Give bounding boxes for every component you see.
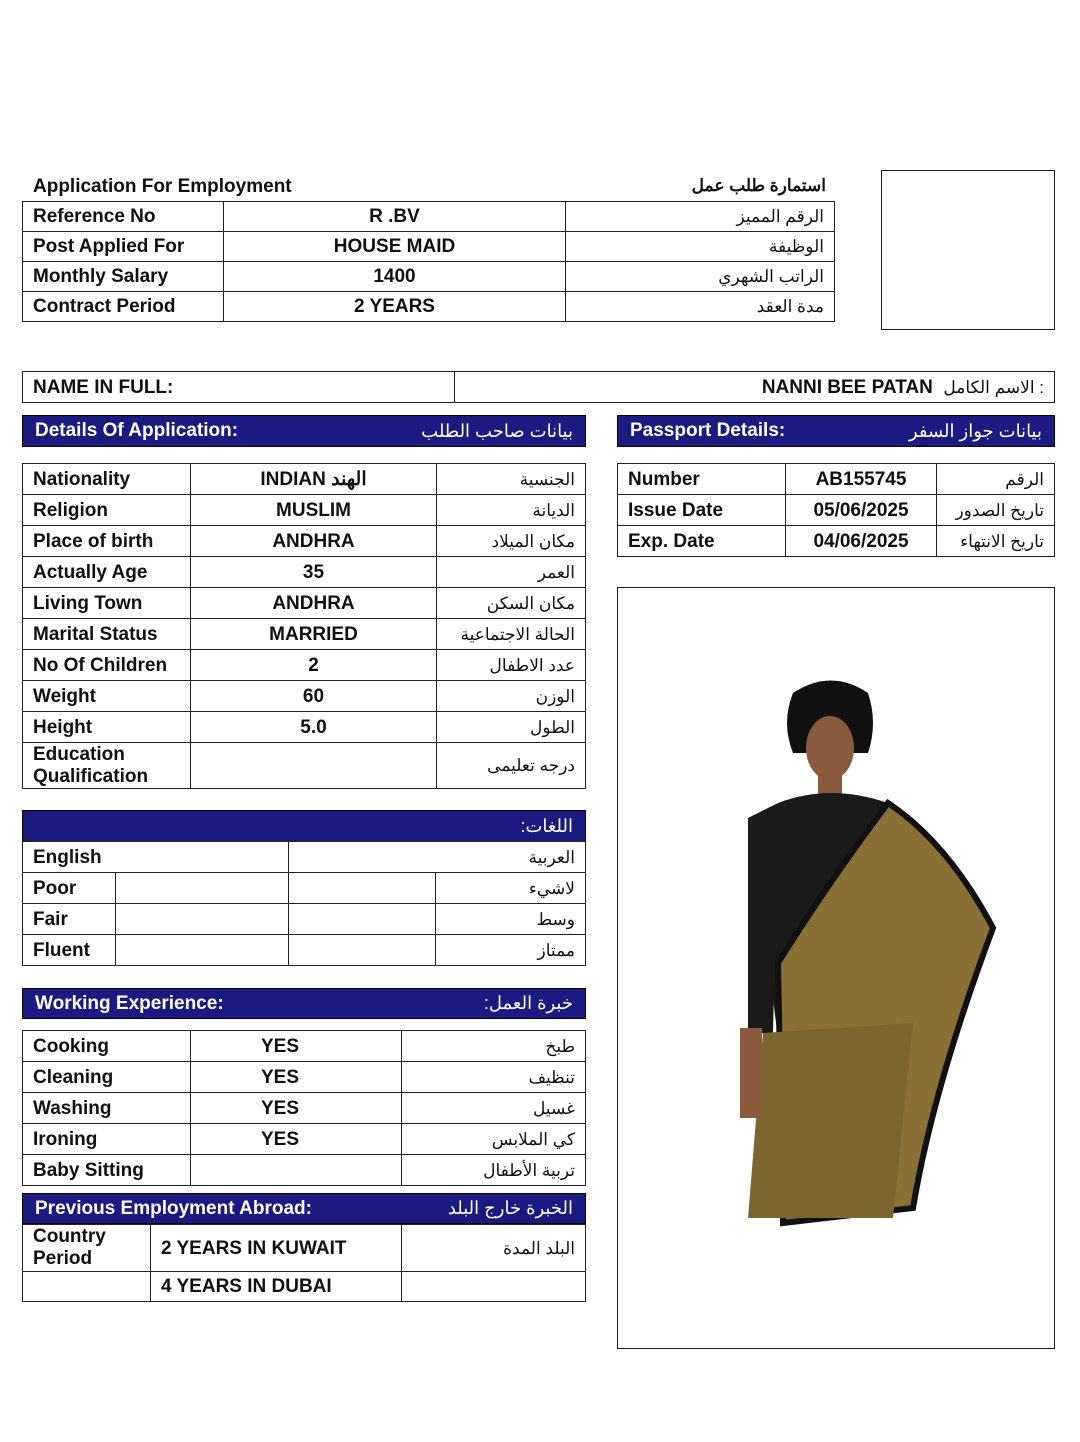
row-value: INDIAN الهند: [191, 464, 437, 495]
table-row: [23, 557, 586, 588]
level-label: Fluent: [23, 935, 116, 966]
row-label: Education Qualification: [23, 743, 191, 789]
row-label: Contract Period: [23, 292, 224, 322]
table-row: [23, 1062, 586, 1093]
table-row: [23, 262, 835, 292]
details-header: [22, 415, 586, 447]
table-row: [618, 495, 1055, 526]
row-label-arabic: الجنسية: [437, 464, 586, 495]
row-label-arabic: الرقم: [937, 464, 1055, 495]
previous-employment-table: [22, 1224, 586, 1302]
details-table: [22, 463, 586, 789]
row-label-arabic: تنظيف: [402, 1062, 586, 1093]
passport-title: Passport Details:: [630, 420, 786, 441]
english-level-cell: [116, 873, 289, 904]
table-row: [23, 526, 586, 557]
row-value: 35: [191, 557, 437, 588]
row-label: Weight: [23, 681, 191, 712]
english-label: English: [23, 842, 289, 873]
passport-photo-box: [881, 170, 1055, 330]
row-value: 04/06/2025: [786, 526, 937, 557]
row-label-arabic: مدة العقد: [566, 292, 835, 322]
row-label: Nationality: [23, 464, 191, 495]
row-label-arabic: عدد الاطفال: [437, 650, 586, 681]
row-label: Issue Date: [618, 495, 786, 526]
row-label-arabic: الحالة الاجتماعية: [437, 619, 586, 650]
table-row: [23, 1031, 586, 1062]
row-label: Baby Sitting: [23, 1155, 191, 1186]
experience-title-arabic: خبرة العمل:: [483, 993, 573, 1013]
row-value: YES: [191, 1031, 402, 1062]
row-value: 5.0: [191, 712, 437, 743]
row-label: No Of Children: [23, 650, 191, 681]
table-row: [23, 588, 586, 619]
row-label: Cooking: [23, 1031, 191, 1062]
row-label-arabic: تاريخ الصدور: [937, 495, 1055, 526]
passport-header: [617, 415, 1055, 447]
table-row: [23, 232, 835, 262]
languages-header: [22, 810, 586, 842]
full-name-row: [22, 371, 1055, 403]
details-title: Details Of Application:: [35, 420, 239, 441]
row-label-arabic: الوظيفة: [566, 232, 835, 262]
full-name-label: NAME IN FULL:: [23, 372, 455, 403]
row-value: ANDHRA: [191, 526, 437, 557]
table-row: [23, 712, 586, 743]
arabic-level-cell: [289, 904, 436, 935]
row-label: Washing: [23, 1093, 191, 1124]
level-label-arabic: وسط: [436, 904, 586, 935]
table-row: [23, 1155, 586, 1186]
candidate-photo: [618, 588, 1055, 1349]
row-label: Exp. Date: [618, 526, 786, 557]
row-label-arabic: الطول: [437, 712, 586, 743]
table-row: [23, 873, 586, 904]
arabic-level-cell: [289, 935, 436, 966]
table-row: [23, 1124, 586, 1155]
table-row: [23, 904, 586, 935]
row-label: Ironing: [23, 1124, 191, 1155]
row-value: MUSLIM: [191, 495, 437, 526]
row-label-arabic: درجه تعليمى: [437, 743, 586, 789]
row-value: ANDHRA: [191, 588, 437, 619]
table-row: [23, 681, 586, 712]
country-period-label: Country Period: [23, 1225, 151, 1272]
row-label-arabic: طبخ: [402, 1031, 586, 1062]
row-label: Actually Age: [23, 557, 191, 588]
table-row: [23, 495, 586, 526]
row-value: 05/06/2025: [786, 495, 937, 526]
row-value: HOUSE MAID: [224, 232, 566, 262]
languages-title-arabic: اللغات:: [520, 815, 573, 836]
details-title-arabic: بيانات صاحب الطلب: [421, 420, 573, 441]
row-label-arabic: مكان الميلاد: [437, 526, 586, 557]
full-name-label-arabic: الاسم الكامل :: [943, 377, 1044, 397]
country-period-label-arabic: البلد المدة: [402, 1225, 586, 1272]
row-label-arabic: مكان السكن: [437, 588, 586, 619]
row-label: Place of birth: [23, 526, 191, 557]
previous-employment-2: 4 YEARS IN DUBAI: [151, 1272, 402, 1302]
row-value: 2: [191, 650, 437, 681]
experience-table: [22, 1030, 586, 1186]
passport-table: [617, 463, 1055, 557]
row-value: YES: [191, 1124, 402, 1155]
row-label: Cleaning: [23, 1062, 191, 1093]
row-label-arabic: تاريخ الانتهاء: [937, 526, 1055, 557]
row-value: 2 YEARS: [224, 292, 566, 322]
level-label: Poor: [23, 873, 116, 904]
table-row: [23, 619, 586, 650]
english-level-cell: [116, 935, 289, 966]
row-label-arabic: العمر: [437, 557, 586, 588]
arabic-level-cell: [289, 873, 436, 904]
row-label-arabic: الراتب الشهري: [566, 262, 835, 292]
row-value: YES: [191, 1093, 402, 1124]
table-row: [23, 650, 586, 681]
row-value: 60: [191, 681, 437, 712]
row-label: Reference No: [23, 202, 224, 232]
full-photo-box: [617, 587, 1055, 1349]
job-info-table: [22, 201, 835, 322]
row-value: [191, 743, 437, 789]
row-value: AB155745: [786, 464, 937, 495]
row-label: Number: [618, 464, 786, 495]
previous-employment-1: 2 YEARS IN KUWAIT: [151, 1225, 402, 1272]
row-label-arabic: الرقم المميز: [566, 202, 835, 232]
table-row: [618, 464, 1055, 495]
row-value: [191, 1155, 402, 1186]
row-label: Living Town: [23, 588, 191, 619]
table-row: [618, 526, 1055, 557]
level-label-arabic: ممتاز: [436, 935, 586, 966]
table-row: [23, 464, 586, 495]
row-label: Height: [23, 712, 191, 743]
level-label-arabic: لاشيء: [436, 873, 586, 904]
table-row: [23, 743, 586, 789]
row-label-arabic: الديانة: [437, 495, 586, 526]
languages-table: [22, 841, 586, 966]
table-row: [23, 1093, 586, 1124]
arabic-language-label: العربية: [289, 842, 586, 873]
row-label-arabic: تربية الأطفال: [402, 1155, 586, 1186]
passport-title-arabic: بيانات جواز السفر: [908, 420, 1042, 441]
row-label: Religion: [23, 495, 191, 526]
previous-employment-header: [22, 1193, 586, 1224]
experience-header: [22, 988, 586, 1019]
row-label-arabic: الوزن: [437, 681, 586, 712]
row-label: Monthly Salary: [23, 262, 224, 292]
experience-title: Working Experience:: [35, 992, 224, 1014]
table-row: [23, 842, 586, 873]
form-title: Application For Employment: [33, 176, 292, 197]
previous-title: Previous Employment Abroad:: [35, 1197, 312, 1219]
row-value: R .BV: [224, 202, 566, 232]
form-title-arabic: استمارة طلب عمل: [691, 176, 826, 195]
table-row: [23, 292, 835, 322]
row-label-arabic: كي الملابس: [402, 1124, 586, 1155]
row-label-arabic: غسيل: [402, 1093, 586, 1124]
full-name-value: NANNI BEE PATAN: [761, 376, 933, 398]
table-row: [23, 202, 835, 232]
row-label: Marital Status: [23, 619, 191, 650]
row-value: YES: [191, 1062, 402, 1093]
previous-title-arabic: الخبرة خارج البلد: [447, 1198, 573, 1218]
row-value: MARRIED: [191, 619, 437, 650]
level-label: Fair: [23, 904, 116, 935]
table-row: [23, 935, 586, 966]
row-value: 1400: [224, 262, 566, 292]
english-level-cell: [116, 904, 289, 935]
row-label: Post Applied For: [23, 232, 224, 262]
